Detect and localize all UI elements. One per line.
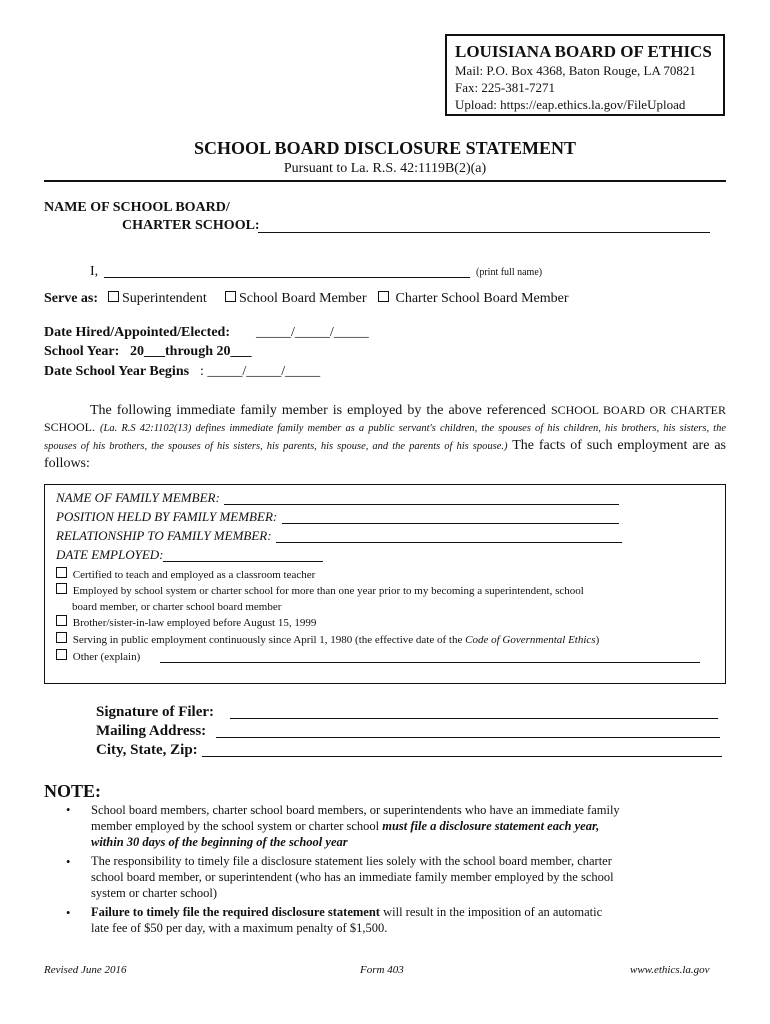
- option-public-employment[interactable]: Serving in public employment continuously since April 1, 1980 (the effective date of the Code of Governmental Ethics): [56, 632, 599, 648]
- intro-tail: The facts of such employment are as follows:: [44, 438, 727, 471]
- school-year-label: School Year:: [44, 344, 120, 359]
- signature-field[interactable]: [230, 718, 718, 719]
- serve-charter-board-member[interactable]: Charter School Board Member: [378, 291, 569, 307]
- mailing-address-label: Mailing Address:: [96, 723, 207, 739]
- family-name-label: NAME OF FAMILY MEMBER:: [56, 490, 220, 505]
- agency-contact-box: [445, 34, 725, 116]
- footer-revised: Revised June 2016: [44, 964, 127, 976]
- option-other[interactable]: Other (explain): [56, 649, 140, 665]
- checkbox-icon[interactable]: [56, 567, 67, 578]
- footer-form-number: Form 403: [360, 964, 404, 976]
- board-name-label-2: CHARTER SCHOOL:: [122, 218, 260, 233]
- date-hired-label: Date Hired/Appointed/Elected:: [44, 325, 231, 340]
- option-employed-prior[interactable]: Employed by school system or charter school for more than one year prior to my becoming a superintendent, school: [56, 583, 584, 599]
- family-date-field[interactable]: [163, 561, 323, 562]
- school-year-field[interactable]: 20___through 20___: [130, 344, 252, 359]
- filer-prefix: I,: [90, 264, 99, 279]
- serve-as-label: Serve as:: [44, 291, 99, 306]
- signature-label: Signature of Filer:: [96, 704, 215, 720]
- agency-name: LOUISIANA BOARD OF ETHICS: [455, 42, 712, 61]
- checkbox-icon[interactable]: [56, 615, 67, 626]
- note-item-late-fee: Failure to timely file the required disclosure statement will result in the imposition of an automatic late fee of $50 per day, with a maximum penalty of $1,500.: [91, 905, 603, 935]
- option-employed-prior-cont: board member, or charter school board member: [72, 601, 282, 613]
- family-date-label: DATE EMPLOYED:: [56, 547, 164, 562]
- family-position-label: POSITION HELD BY FAMILY MEMBER:: [56, 509, 278, 524]
- intro-paragraph: [44, 402, 726, 472]
- mailing-address-field[interactable]: [216, 737, 720, 738]
- board-name-label-1: NAME OF SCHOOL BOARD/: [44, 200, 230, 215]
- other-explain-field[interactable]: [160, 662, 700, 663]
- checkbox-icon[interactable]: [225, 291, 236, 302]
- board-name-field[interactable]: [258, 232, 710, 233]
- year-begins-label: Date School Year Begins: [44, 364, 190, 379]
- agency-upload: Upload: https://eap.ethics.la.gov/FileUpload: [455, 97, 686, 112]
- bullet-icon: •: [66, 855, 71, 869]
- note-item-responsibility: The responsibility to timely file a disclosure statement lies solely with the school board member, charter school board member, or superintendent (who has an immediate family member employed by the school system or charter school): [91, 854, 614, 900]
- intro-citation: (La. R.S 42:1102(13) defines immediate family member as a public servant's children, the spouses of his children, his brothers, his sisters, the spouses of his brothers, the spouses of his sisters, his parents, his spouse, and the parents of his spouse.): [44, 423, 726, 452]
- title-divider: [44, 180, 726, 182]
- serve-school-board-member[interactable]: School Board Member: [225, 291, 367, 307]
- agency-fax: Fax: 225-381-7271: [455, 80, 556, 95]
- agency-mail: Mail: P.O. Box 4368, Baton Rouge, LA 70821: [455, 63, 696, 78]
- form-subtitle: Pursuant to La. R.S. 42:1119B(2)(a): [283, 161, 487, 176]
- option-sibling-in-law[interactable]: Brother/sister-in-law employed before August 15, 1999: [56, 615, 316, 631]
- serve-superintendent[interactable]: Superintendent: [108, 291, 207, 307]
- family-relationship-field[interactable]: [276, 542, 622, 543]
- city-state-zip-field[interactable]: [202, 756, 722, 757]
- intro-ref: SCHOOL BOARD OR CHARTER SCHOOL.: [44, 403, 726, 434]
- bullet-icon: •: [66, 906, 71, 920]
- footer-website[interactable]: www.ethics.la.gov: [630, 964, 710, 976]
- note-heading: NOTE:: [44, 781, 102, 801]
- checkbox-icon[interactable]: [56, 583, 67, 594]
- option-certified-teacher[interactable]: Certified to teach and employed as a classroom teacher: [56, 567, 315, 583]
- checkbox-icon[interactable]: [56, 649, 67, 660]
- form-title: SCHOOL BOARD DISCLOSURE STATEMENT: [194, 138, 576, 158]
- bullet-icon: •: [66, 803, 71, 817]
- checkbox-icon[interactable]: [108, 291, 119, 302]
- filer-name-hint: (print full name): [476, 267, 543, 278]
- family-name-field[interactable]: [224, 504, 619, 505]
- checkbox-icon[interactable]: [56, 632, 67, 643]
- filer-name-field[interactable]: [104, 277, 470, 278]
- checkbox-icon[interactable]: [378, 291, 389, 302]
- family-relationship-label: RELATIONSHIP TO FAMILY MEMBER:: [56, 528, 272, 543]
- note-item-annual-filing: School board members, charter school board members, or superintendents who have an immediate family member employed by the school system or charter school must file a disclosure statement each year, within 30 days of the beginning of the school year: [91, 803, 620, 849]
- family-position-field[interactable]: [282, 523, 619, 524]
- intro-lead: The following immediate family member is employed by the above referenced: [90, 403, 546, 418]
- year-begins-field[interactable]: : _____/_____/_____: [200, 364, 321, 379]
- date-hired-field[interactable]: _____/_____/_____: [256, 325, 369, 340]
- city-state-zip-label: City, State, Zip:: [96, 742, 198, 758]
